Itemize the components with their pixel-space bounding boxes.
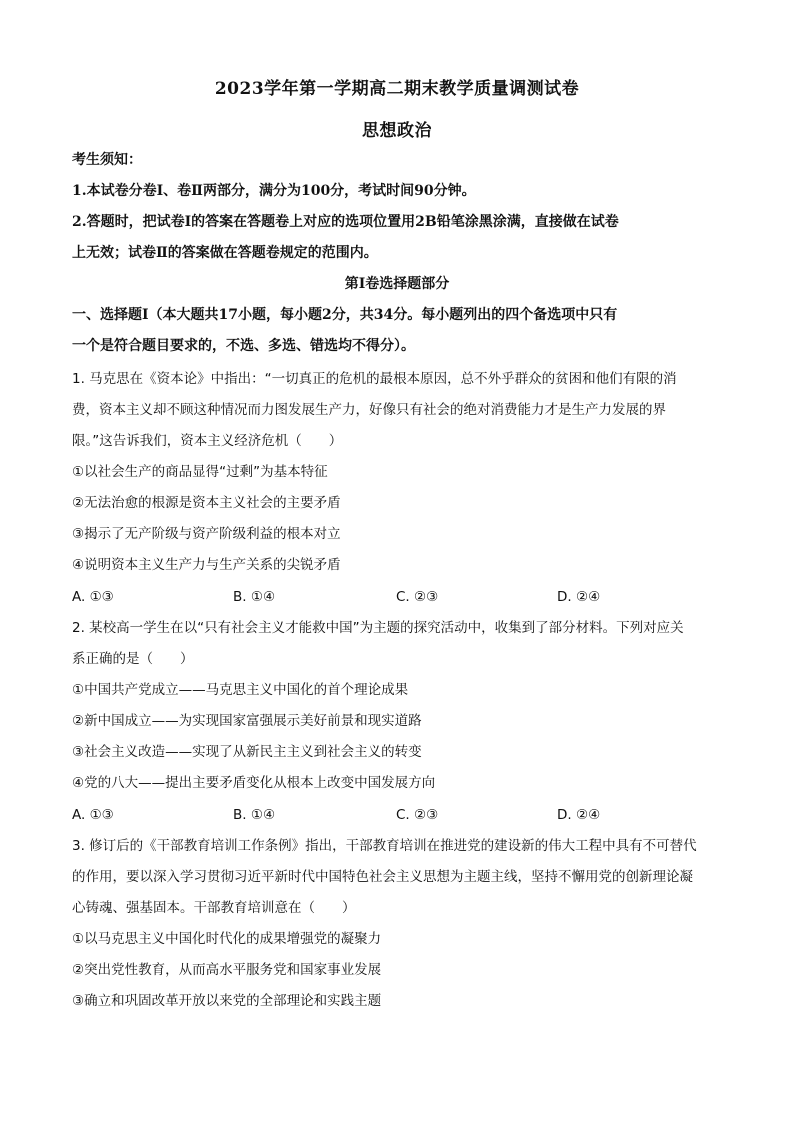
question-statement: ③确立和巩固改革开放以来党的全部理论和实践主题 xyxy=(72,993,382,1009)
section-title: 第Ⅰ卷选择题部分 xyxy=(344,276,450,292)
question-statement: ①以马克思主义中国化时代化的成果增强党的凝聚力 xyxy=(72,931,382,947)
option-d: D. ②④ xyxy=(557,589,601,605)
question-statement: ①以社会生产的商品显得“过剩”为基本特征 xyxy=(72,464,328,480)
question-stem: 2. 某校高一学生在以“只有社会主义才能救中国”为主题的探究活动中，收集到了部分材料。下列对应关 xyxy=(72,620,684,636)
option-b: B. ①④ xyxy=(233,589,276,605)
question-stem: 费，资本主义却不顾这种情况而力图发展生产力，好像只有社会的绝对消费能力才是生产力发展的界 xyxy=(72,402,666,418)
question-statement: ①中国共产党成立——马克思主义中国化的首个理论成果 xyxy=(72,682,409,698)
question-statement: ④党的八大——提出主要矛盾变化从根本上改变中国发展方向 xyxy=(72,775,436,791)
exam-title: 2023学年第一学期高二期末教学质量调测试卷 xyxy=(214,79,580,99)
question-stem: 的作用，要以深入学习贯彻习近平新时代中国特色社会主义思想为主题主线，坚持不懈用党的创新理论凝 xyxy=(72,869,693,885)
notice-item: 上无效；试卷Ⅱ的答案做在答题卷规定的范围内。 xyxy=(72,245,378,261)
subject-title: 思想政治 xyxy=(362,121,432,141)
question-stem: 限。”这告诉我们，资本主义经济危机（ ） xyxy=(72,433,343,449)
question-statement: ②突出党性教育，从而高水平服务党和国家事业发展 xyxy=(72,962,382,978)
question-stem: 1. 马克思在《资本论》中指出：“一切真正的危机的最根本原因，总不外乎群众的贫困和他们有限的消 xyxy=(72,371,677,387)
question-stem: 系正确的是（ ） xyxy=(72,651,194,667)
notice-heading: 考生须知： xyxy=(72,152,142,168)
section-instructions: 一、选择题Ⅰ（本大题共17小题，每小题2分，共34分。每小题列出的四个备选项中只有 xyxy=(72,307,618,323)
option-a: A. ①③ xyxy=(72,807,114,823)
question-stem: 3. 修订后的《干部教育培训工作条例》指出，干部教育培训在推进党的建设新的伟大工程中具有不可替代 xyxy=(72,838,697,854)
question-statement: ④说明资本主义生产力与生产关系的尖锐矛盾 xyxy=(72,557,341,573)
notice-item: 2.答题时，把试卷Ⅰ的答案在答题卷上对应的选项位置用2B铅笔涂黑涂满，直接做在试卷 xyxy=(72,214,619,230)
question-stem: 心铸魂、强基固本。干部教育培训意在（ ） xyxy=(72,900,356,916)
question-statement: ②新中国成立——为实现国家富强展示美好前景和现实道路 xyxy=(72,713,422,729)
question-statement: ③社会主义改造——实现了从新民主主义到社会主义的转变 xyxy=(72,744,422,760)
option-c: C. ②③ xyxy=(396,807,439,823)
question-statement: ②无法治愈的根源是资本主义社会的主要矛盾 xyxy=(72,495,341,511)
notice-item: 1.本试卷分卷Ⅰ、卷Ⅱ两部分，满分为100分，考试时间90分钟。 xyxy=(72,183,476,199)
option-d: D. ②④ xyxy=(557,807,601,823)
option-b: B. ①④ xyxy=(233,807,276,823)
question-statement: ③揭示了无产阶级与资产阶级利益的根本对立 xyxy=(72,526,341,542)
section-instructions: 一个是符合题目要求的，不选、多选、错选均不得分）。 xyxy=(72,338,415,354)
option-c: C. ②③ xyxy=(396,589,439,605)
option-a: A. ①③ xyxy=(72,589,114,605)
